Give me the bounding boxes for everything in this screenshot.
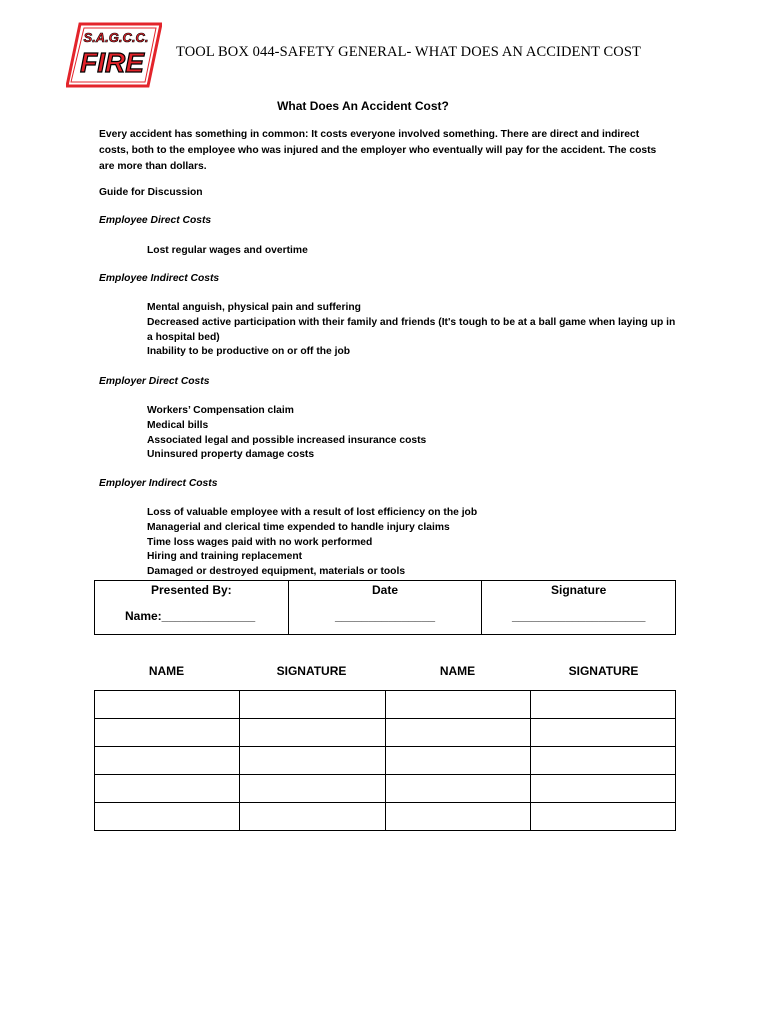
name-cell[interactable] [95,803,240,831]
header-signature-2: SIGNATURE [568,664,639,678]
list-item: Hiring and training replacement [147,551,303,563]
table-row [95,691,676,719]
name-cell[interactable] [95,719,240,747]
presented-by-label: Presented By: [150,583,232,597]
signature-cell[interactable] [530,803,675,831]
list-item: Mental anguish, physical pain and suffering [147,302,361,313]
signature-cell[interactable] [530,719,675,747]
section-heading-employee-indirect: Employee Indirect Costs [99,273,220,284]
name-cell[interactable] [385,803,530,831]
list-item: Time loss wages paid with no work performed [147,536,373,548]
list-item: Decreased active participation with their family and friends (It's tough to be at a ball game when laying up in a hospital bed) [147,316,676,343]
signin-table [94,690,676,831]
list-item: Medical bills [147,419,209,431]
list-item: Managerial and clerical time expended to handle injury claims [147,521,450,533]
name-cell[interactable] [385,775,530,803]
logo-text-top: S.A.G.C.C. [83,30,149,45]
presented-by-box [94,580,676,635]
table-row [95,803,676,831]
header-signature-1: SIGNATURE [276,664,347,678]
name-cell[interactable] [385,719,530,747]
document-title: What Does An Accident Cost? [277,99,449,113]
date-field[interactable]: _______________ [334,609,436,623]
list-item: Loss of valuable employee with a result of lost efficiency on the job [147,507,478,518]
table-row [95,719,676,747]
name-cell[interactable] [385,691,530,719]
sagcc-fire-logo [66,22,162,88]
list-item: Damaged or destroyed equipment, materials or tools [147,566,406,578]
signature-cell[interactable] [530,747,675,775]
signature-cell[interactable] [482,581,675,634]
employer-indirect-list [147,506,477,580]
signature-field[interactable]: ____________________ [511,609,646,623]
list-item: Associated legal and possible increased insurance costs [147,434,427,446]
section-heading-employer-indirect: Employer Indirect Costs [99,478,218,489]
list-item: Inability to be productive on or off the job [147,346,351,358]
list-item: Lost regular wages and overtime [147,245,308,256]
name-cell[interactable] [385,747,530,775]
guide-label: Guide for Discussion [99,187,203,198]
date-label: Date [372,583,399,597]
section-heading-employer-direct: Employer Direct Costs [99,376,210,387]
signature-cell[interactable] [240,719,385,747]
signature-cell[interactable] [240,775,385,803]
list-item: Workers’ Compensation claim [147,405,294,416]
table-row [95,775,676,803]
table-row [95,747,676,775]
presented-by-cell[interactable] [95,581,289,634]
employer-direct-list [147,404,426,463]
signature-cell[interactable] [240,691,385,719]
header-name-1: NAME [148,664,185,678]
employee-direct-list [147,244,308,259]
signature-cell[interactable] [530,691,675,719]
name-cell[interactable] [95,775,240,803]
employee-indirect-list [147,301,677,360]
signature-cell[interactable] [530,775,675,803]
signature-cell[interactable] [240,747,385,775]
signature-cell[interactable] [240,803,385,831]
name-cell[interactable] [95,691,240,719]
toolbox-title: TOOL BOX 044-SAFETY GENERAL- WHAT DOES AN ACCIDENT COST [176,44,641,60]
logo-text-main: FIRE [80,47,144,78]
header-name-2: NAME [439,664,476,678]
date-cell[interactable] [289,581,483,634]
signin-headers [94,664,676,682]
presenter-name-field[interactable]: Name:______________ [125,609,256,623]
section-heading-employee-direct: Employee Direct Costs [99,215,212,226]
signature-label: Signature [551,583,607,597]
name-cell[interactable] [95,747,240,775]
list-item: Uninsured property damage costs [147,449,315,461]
intro-paragraph: Every accident has something in common: It costs everyone involved something. There are direct and indirect costs, both to the employee who was injured and the employer who eventually will pay for the accident. The costs are more than dollars. [99,129,657,172]
